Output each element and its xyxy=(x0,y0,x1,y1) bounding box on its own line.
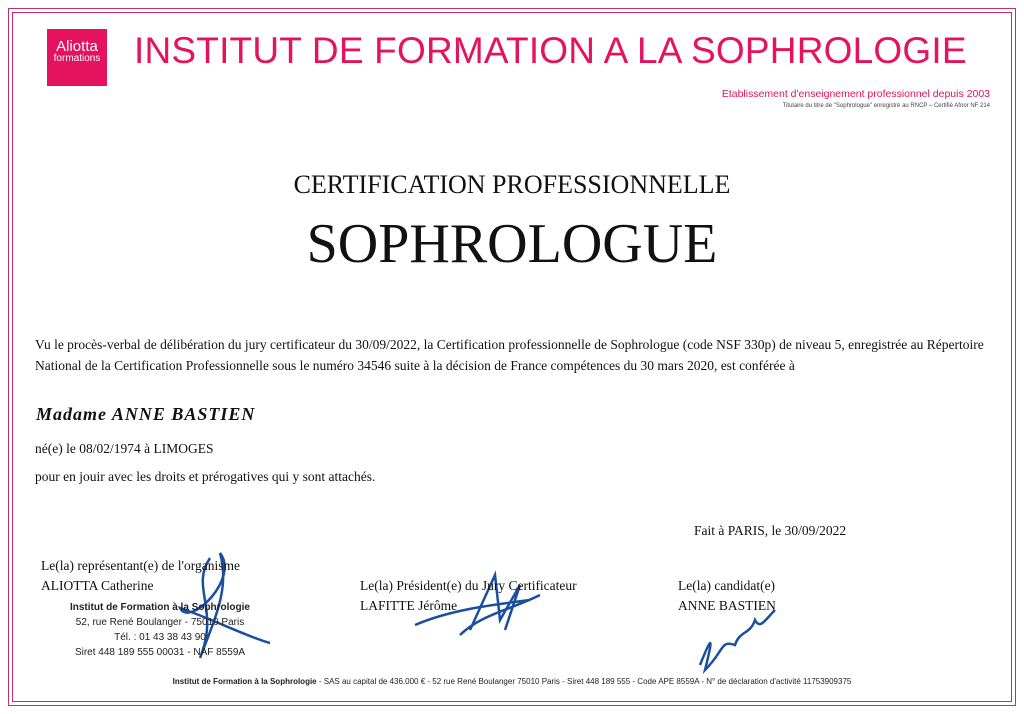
signature-role: Le(la) candidat(e) xyxy=(678,578,776,593)
signature-role: Le(la) représentant(e) de l'organisme xyxy=(41,558,240,573)
certificate-heading: CERTIFICATION PROFESSIONNELLE xyxy=(293,170,731,199)
stamp-line: Institut de Formation à la Sophrologie xyxy=(69,602,250,613)
birth-info: né(e) le 08/02/1974 à LIMOGES xyxy=(35,441,214,456)
signature-name: ANNE BASTIEN xyxy=(678,598,776,613)
certificate-body: Vu le procès-verbal de délibération du jury certificateur du 30/09/2022, la Certification professionnelle de Sophrologue (code NSF 330p) de niveau 5, enregistrée au Répertoire National de la Certification Professionnelle sous le numéro 34546 suite à la décision de France compétences du 30 mars 2020, est conférée à xyxy=(35,337,984,373)
institute-accreditation: Titulaire du titre de "Sophrologue" enregistré au RNCP – Certifié Afnor NF 214 xyxy=(782,103,990,109)
signature-block-organisation xyxy=(41,556,240,596)
aliotta-logo xyxy=(47,29,107,86)
signature-block-president xyxy=(360,576,577,616)
signature-role: Le(la) Président(e) du Jury Certificateur xyxy=(360,578,577,593)
certificate-title: SOPHROLOGUE xyxy=(306,213,718,275)
signature-name: LAFITTE Jérôme xyxy=(360,598,458,613)
company-stamp xyxy=(60,600,260,660)
footer-details: - SAS au capital de 436.000 € - 52 rue René Boulanger 75010 Paris - Siret 448 189 555 - Code APE 8559A - N° de déclaration d'activité 11753909375 xyxy=(316,677,852,686)
place-date: Fait à PARIS, le 30/09/2022 xyxy=(694,523,847,538)
stamp-line: Siret 448 189 555 00031 - NAF 8559A xyxy=(74,647,246,658)
institute-subtitle: Etablissement d'enseignement professionnel depuis 2003 xyxy=(721,88,990,100)
footer-company: Institut de Formation à la Sophrologie xyxy=(172,677,317,686)
rights-text: pour en jouir avec les droits et prérogatives qui y sont attachés. xyxy=(35,469,376,484)
logo-line1: Aliotta xyxy=(56,38,98,55)
legal-footer xyxy=(0,677,1024,686)
stamp-line: Tél. : 01 43 38 43 90 xyxy=(114,632,206,643)
institute-title: INSTITUT DE FORMATION A LA SOPHROLOGIE xyxy=(134,30,967,71)
logo-line2: formations xyxy=(53,53,101,64)
stamp-line: 52, rue René Boulanger - 75010 Paris xyxy=(75,617,245,628)
recipient-name: Madame ANNE BASTIEN xyxy=(36,404,256,424)
signature-block-candidate xyxy=(678,576,776,616)
signature-name: ALIOTTA Catherine xyxy=(41,578,154,593)
